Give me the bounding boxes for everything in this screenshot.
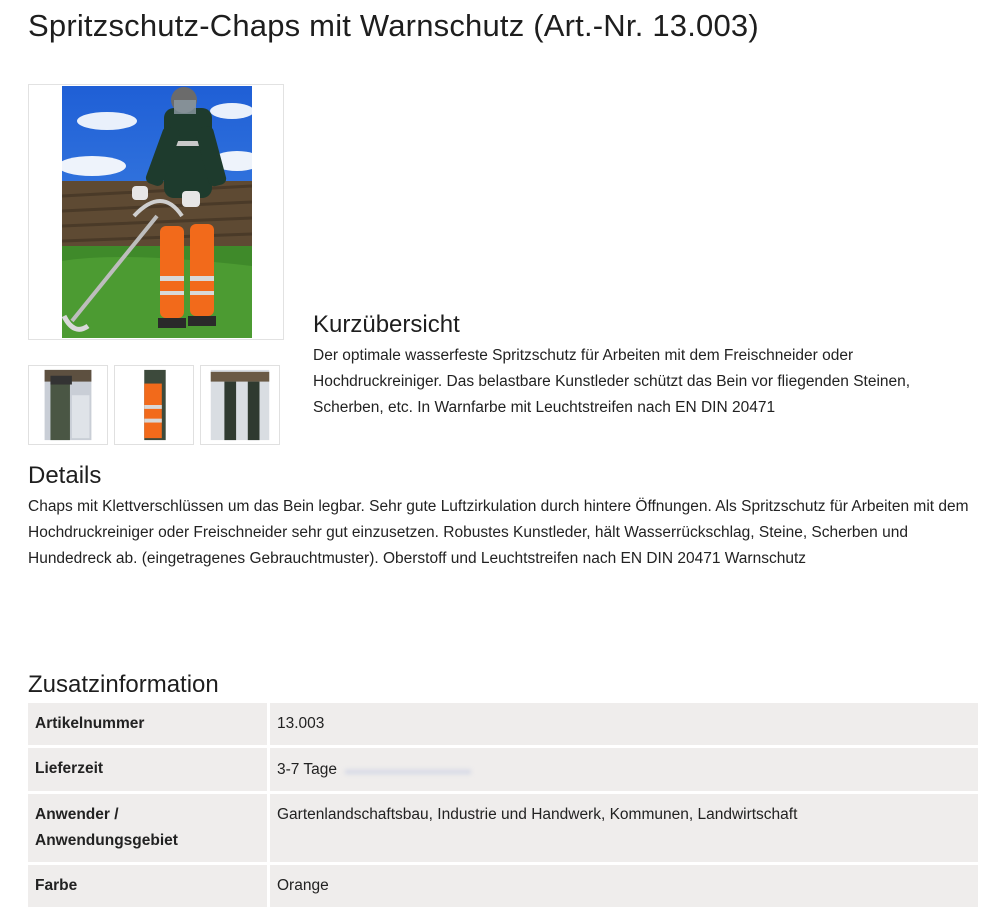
table-row: [28, 703, 978, 745]
product-photo: [62, 86, 252, 338]
thumbnail-image: [115, 366, 193, 444]
overview-text: Der optimale wasserfeste Spritzschutz für Arbeiten mit dem Freischneider oder Hochdruckreiniger. Das belastbare Kunstleder schützt das Bein vor fliegenden Steinen, Scherben, etc. In Warnfarbe mit Leuchtstreifen nach EN DIN 20471: [313, 347, 911, 416]
page-title: Spritzschutz-Chaps mit Warnschutz (Art.-Nr. 13.003): [28, 8, 759, 43]
row-value: Orange: [270, 865, 978, 907]
overview-section: [313, 311, 973, 421]
additional-info-section: [28, 671, 978, 910]
row-value: Gartenlandschaftsbau, Industrie und Handwerk, Kommunen, Landwirtschaft: [270, 794, 978, 862]
blurred-note: ▬▬▬▬▬▬▬▬▬: [345, 761, 472, 777]
additional-info-heading: Zusatzinformation: [28, 671, 219, 698]
additional-info-table: [28, 700, 978, 910]
details-heading: Details: [28, 462, 102, 489]
details-section: [28, 462, 978, 572]
product-thumbnail-2[interactable]: [114, 365, 194, 445]
row-value-text: 3-7 Tage: [277, 761, 338, 778]
product-thumbnail-3[interactable]: [200, 365, 280, 445]
thumbnail-image: [29, 366, 107, 444]
product-thumbnail-1[interactable]: [28, 365, 108, 445]
row-value: [270, 748, 978, 791]
row-label: Lieferzeit: [28, 748, 270, 791]
table-row: [28, 794, 978, 862]
row-value: 13.003: [270, 703, 978, 745]
details-text: Chaps mit Klettverschlüssen um das Bein legbar. Sehr gute Luftzirkulation durch hintere Öffnungen. Als Spritzschutz für Arbeiten mit dem Hochdruckreiniger oder Freischneider sehr gut einzusetzen. Robustes Kunstleder, hält Wasserrückschlag, Steine, Scherben und Hundedreck ab. (eingetragenes Gebrauchtmuster). Oberstoff und Leuchtstreifen nach EN DIN 20471 Warnschutz: [28, 498, 969, 567]
product-main-image[interactable]: [28, 84, 284, 340]
overview-heading: Kurzübersicht: [313, 311, 460, 338]
table-row: [28, 865, 978, 907]
table-row: [28, 748, 978, 791]
row-label: Artikelnummer: [28, 703, 270, 745]
thumbnail-image: [201, 366, 279, 444]
row-label: Farbe: [28, 865, 270, 907]
row-label: Anwender / Anwendungsgebiet: [28, 794, 270, 862]
